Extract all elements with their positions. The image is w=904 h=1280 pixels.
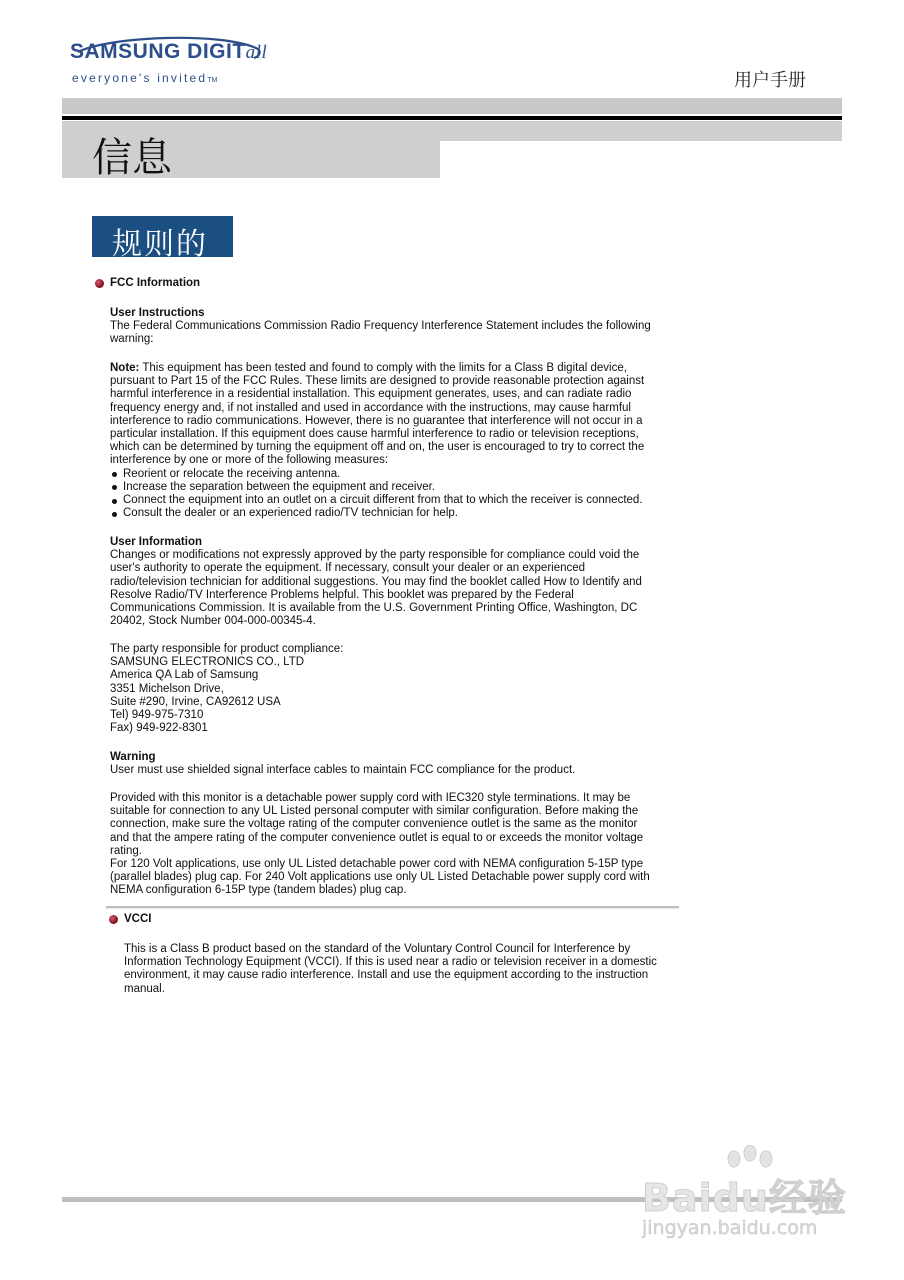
title-notch (440, 141, 842, 178)
logo-brand: SAMSUNG DIGITall (70, 40, 268, 63)
paragraph-line: Note: This equipment has been tested and found to comply with the limits for a Class B digital device, (110, 362, 627, 374)
paragraph-line: This is a Class B product based on the standard of the Voluntary Control Council for Interference by (124, 943, 631, 955)
paragraph-line: user's authority to operate the equipment. If necessary, consult your dealer or an experienced (110, 562, 586, 575)
list-item: Connect the equipment into an outlet on a circuit different from that to which the receiver is connected. (110, 494, 644, 507)
bullet-icon (95, 279, 104, 288)
vcci-heading: VCCI (124, 913, 152, 925)
paragraph-line: harmful interference in a residential installation. This equipment generates, uses, and can radiate radio (110, 388, 632, 401)
responsible-party-block (110, 643, 343, 735)
paragraph-line: Changes or modifications not expressly approved by the party responsible for compliance could void the (110, 549, 640, 562)
paragraph-line: America QA Lab of Samsung (110, 669, 259, 682)
user-instructions-heading: User Instructions (110, 307, 205, 319)
paragraph-line: 3351 Michelson Drive, (110, 682, 224, 695)
power-cord-block (110, 792, 650, 898)
paragraph-line: The Federal Communications Commission Radio Frequency Interference Statement includes the following (110, 320, 651, 333)
paragraph-line: rating. (110, 844, 142, 857)
list-item: Increase the separation between the equipment and receiver. (110, 481, 644, 494)
paragraph-line: 20402, Stock Number 004-000-00345-4. (110, 615, 316, 628)
paragraph-line: Fax) 949-922-8301 (110, 722, 208, 735)
paragraph-line: connection, make sure the voltage rating of the computer convenience outlet is the same as the monitor (110, 818, 638, 831)
baidu-watermark (640, 1145, 850, 1245)
samsung-logo (70, 34, 270, 94)
paragraph-line: particular installation. If this equipment does cause harmful interference to radio or television receptions, (110, 428, 639, 441)
paragraph-line: frequency energy and, if not installed and used in accordance with the instructions, may cause harmful (110, 401, 631, 414)
paragraph-line: Tel) 949-975-7310 (110, 709, 204, 722)
paragraph-line: and that the ampere rating of the computer convenience outlet is equal to or exceeds the monitor voltage (110, 831, 644, 844)
paragraph-line: warning: (110, 333, 154, 346)
warning-block (110, 751, 575, 777)
note-block (110, 362, 644, 520)
list-item: Reorient or relocate the receiving antenna. (110, 468, 644, 481)
paragraph-line: suitable for connection to any UL Listed personal computer with similar configuration. Before making the (110, 805, 639, 818)
watermark-url: jingyan.baidu.com (642, 1217, 818, 1239)
measures-list (110, 468, 644, 521)
logo-tagline: everyone's invitedTM (72, 71, 218, 85)
note-label: Note: (110, 362, 140, 374)
paragraph-line: User must use shielded signal interface cables to maintain FCC compliance for the product. (110, 764, 576, 777)
paragraph-line: Suite #290, Irvine, CA92612 USA (110, 695, 281, 708)
paragraph-line: environment, it may cause radio interference. Install and use the equipment according to the instruction (124, 969, 649, 982)
bullet-icon (109, 915, 118, 924)
paragraph-line: Information Technology Equipment (VCCI). If this is used near a radio or television receiver in a domestic (124, 956, 657, 969)
list-item: Consult the dealer or an experienced radio/TV technician for help. (110, 507, 644, 520)
manual-label: 用户手册 (734, 70, 806, 91)
paragraph-line: The party responsible for product compliance: (110, 643, 344, 655)
paragraph-line: manual. (124, 982, 165, 995)
warning-heading: Warning (110, 751, 156, 763)
user-information-heading: User Information (110, 536, 203, 548)
page-title: 信息 (92, 135, 172, 181)
paragraph-line: which can be determined by turning the equipment off and on, the user is encouraged to try to correct the (110, 441, 645, 454)
paragraph-line: interference by one or more of the following measures: (110, 454, 389, 467)
paragraph-line: radio/television technician for additional suggestions. You may find the booklet called How to Identify and (110, 575, 642, 588)
paragraph-line: SAMSUNG ELECTRONICS CO., LTD (110, 656, 305, 669)
vcci-block (124, 943, 657, 996)
paragraph-line: Provided with this monitor is a detachable power supply cord with IEC320 style terminations. It may be (110, 792, 631, 804)
section-title: 规则的 (112, 227, 208, 262)
fcc-heading: FCC Information (110, 277, 201, 289)
watermark-main: Baidu经验 (642, 1176, 847, 1220)
paragraph-line: For 120 Volt applications, use only UL Listed detachable power cord with NEMA configuration 5-15P type (110, 858, 644, 871)
section-divider (106, 906, 679, 909)
user-information-block (110, 536, 642, 628)
paragraph-line: Resolve Radio/TV Interference Problems helpful. This booklet was prepared by the Federal (110, 588, 574, 601)
paragraph-line: pursuant to Part 15 of the FCC Rules. These limits are designed to provide reasonable protection against (110, 375, 645, 388)
user-instructions-block (110, 307, 651, 347)
paragraph-line: Communications Commission. It is available from the U.S. Government Printing Office, Washington, DC (110, 602, 638, 615)
paragraph-line: interference to radio communications. However, there is no guarantee that interference will not occur in a (110, 414, 643, 427)
header-rule (62, 116, 842, 120)
header-bar (62, 98, 842, 114)
paragraph-line: NEMA configuration 6-15P type (tandem blades) plug cap. (110, 884, 407, 897)
paragraph-line: (parallel blades) plug cap. For 240 Volt applications use only UL Listed Detachable power supply cord with (110, 871, 650, 884)
